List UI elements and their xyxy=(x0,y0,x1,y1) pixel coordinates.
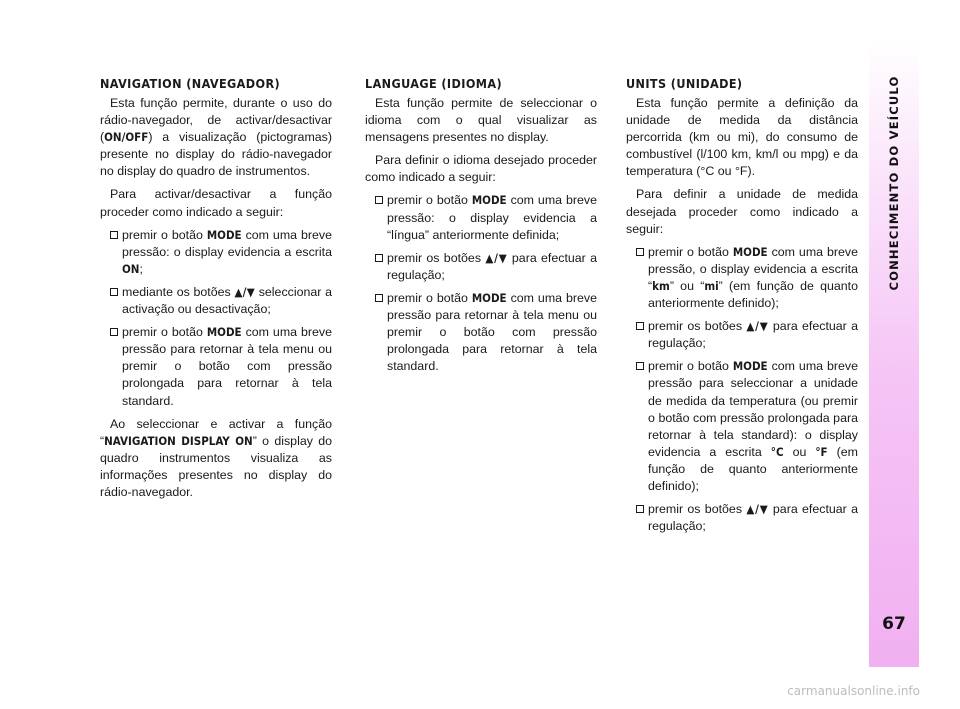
text: com uma breve pressão para seleccionar a unidade de medida da temperatura (ou premir o botão com pressão prolongada para retornar à tela standard): o display evidencia a escrita xyxy=(648,359,858,459)
text: premir o botão xyxy=(648,244,733,259)
text: com uma breve pressão: o display evidencia a escrita xyxy=(122,227,332,259)
checkbox-bullet-icon xyxy=(375,294,383,302)
list-item xyxy=(626,318,858,352)
bold-text: MODE xyxy=(206,325,242,340)
list-item xyxy=(365,192,597,243)
bold-text: km xyxy=(652,278,670,293)
bold-text: °F xyxy=(815,444,828,459)
list-item xyxy=(365,250,597,284)
text: premir o botão xyxy=(122,227,207,242)
text: para efectuar a regulação; xyxy=(648,319,858,351)
page-number: 67 xyxy=(882,614,906,634)
text: ou xyxy=(783,444,816,459)
text: com uma breve pressão: o display evidencia a “língua” anteriormente definida; xyxy=(387,193,597,242)
paragraph xyxy=(100,186,332,220)
text: mediante os botões xyxy=(122,284,235,299)
section-title-text: CONHECIMENTO DO VEÍCULO xyxy=(887,75,901,291)
paragraph xyxy=(365,152,597,186)
bold-text: MODE xyxy=(206,227,242,242)
arrows-up-down-icon: ▲/▼ xyxy=(746,319,769,334)
paragraph xyxy=(626,186,858,237)
paragraph xyxy=(626,95,858,180)
arrows-up-down-icon: ▲/▼ xyxy=(746,502,769,517)
section-title-vertical xyxy=(880,68,908,298)
checkbox-bullet-icon xyxy=(110,231,118,239)
checkbox-bullet-icon xyxy=(375,254,383,262)
bold-text: MODE xyxy=(732,359,768,374)
bold-text: MODE xyxy=(471,290,507,305)
arrows-up-down-icon: ▲/▼ xyxy=(234,284,255,299)
text: seleccionar a activação ou desactivação; xyxy=(122,284,332,317)
arrows-up-down-icon: ▲/▼ xyxy=(485,250,508,265)
text: Para definir o idioma desejado proceder como indicado a seguir: xyxy=(365,153,597,185)
bold-text: °C xyxy=(770,444,784,459)
column-language xyxy=(365,76,597,381)
paragraph xyxy=(365,95,597,146)
list-item xyxy=(626,244,858,312)
text: premir os botões xyxy=(648,319,747,334)
checkbox-bullet-icon xyxy=(110,288,118,296)
text: Esta função permite de seleccionar o idioma com o qual visualizar as mensagens presentes no display. xyxy=(365,96,597,145)
heading-navigation: NAVIGATION (NAVEGADOR) xyxy=(100,76,281,91)
text: Esta função permite a definição da unidade de medida da distância percorrida (km ou mi), do consumo de combustível (l/100 km, km/l ou mpg) e da temperatura (°C ou °F). xyxy=(626,96,858,179)
checkbox-bullet-icon xyxy=(110,328,118,336)
text: ” (em função de quanto anteriormente definido); xyxy=(648,278,858,311)
text: premir o botão xyxy=(122,325,207,340)
checkbox-bullet-icon xyxy=(636,248,644,256)
checkbox-bullet-icon xyxy=(636,322,644,330)
text: ” ou “ xyxy=(669,278,705,293)
text: premir o botão xyxy=(387,290,472,305)
list-item xyxy=(100,227,332,278)
text: para efectuar a regulação; xyxy=(387,250,597,282)
text: Ao seleccionar e activar a função “ xyxy=(100,416,332,448)
text: Para activar/desactivar a função proceder como indicado a seguir: xyxy=(100,187,332,219)
text: com uma breve pressão para retornar à tela menu ou premir o botão com pressão prolongada para retornar à tela standard. xyxy=(387,290,597,374)
checkbox-bullet-icon xyxy=(636,362,644,370)
heading-language: LANGUAGE (IDIOMA) xyxy=(365,76,503,91)
list-item xyxy=(626,501,858,535)
text: com uma breve pressão para retornar à tela menu ou premir o botão com pressão prolongada para retornar à tela standard. xyxy=(122,325,332,408)
list-item xyxy=(626,358,858,495)
text: Para definir a unidade de medida desejada proceder como indicado a seguir: xyxy=(626,187,858,236)
bold-text: NAVIGATION DISPLAY ON xyxy=(104,433,253,448)
list-item xyxy=(100,284,332,318)
checkbox-bullet-icon xyxy=(375,196,383,204)
bold-text: MODE xyxy=(471,193,507,208)
text: (em função de quanto anteriormente definido); xyxy=(648,444,858,493)
text: ; xyxy=(139,261,143,276)
column-units xyxy=(626,76,858,541)
text: para efectuar a regulação; xyxy=(648,502,858,534)
bold-text: ON/OFF xyxy=(104,130,149,145)
column-navigation xyxy=(100,76,332,507)
list-item xyxy=(100,324,332,409)
text: Esta função permite, durante o uso do rádio-navegador, de activar/desactivar ( xyxy=(100,96,332,145)
checkbox-bullet-icon xyxy=(636,505,644,513)
bold-text: MODE xyxy=(732,244,768,259)
text: com uma breve pressão, o display evidencia a escrita “ xyxy=(648,244,858,293)
text: ) a visualização (pictogramas) presente no display do rádio-navegador no display do quadro de instrumentos. xyxy=(100,130,332,179)
text: premir os botões xyxy=(648,502,747,517)
paragraph xyxy=(100,416,332,501)
text: premir o botão xyxy=(648,359,733,374)
text: ” o display do quadro instrumentos visualiza as informações presentes no display do rádio-navegador. xyxy=(100,433,333,499)
bold-text: mi xyxy=(704,278,719,293)
watermark: carmanualsonline.info xyxy=(787,684,920,698)
paragraph xyxy=(100,95,332,180)
heading-units: UNITS (UNIDADE) xyxy=(626,76,743,91)
bold-text: ON xyxy=(122,261,140,276)
text: premir os botões xyxy=(387,250,486,265)
list-item xyxy=(365,290,597,375)
text: premir o botão xyxy=(387,193,472,208)
